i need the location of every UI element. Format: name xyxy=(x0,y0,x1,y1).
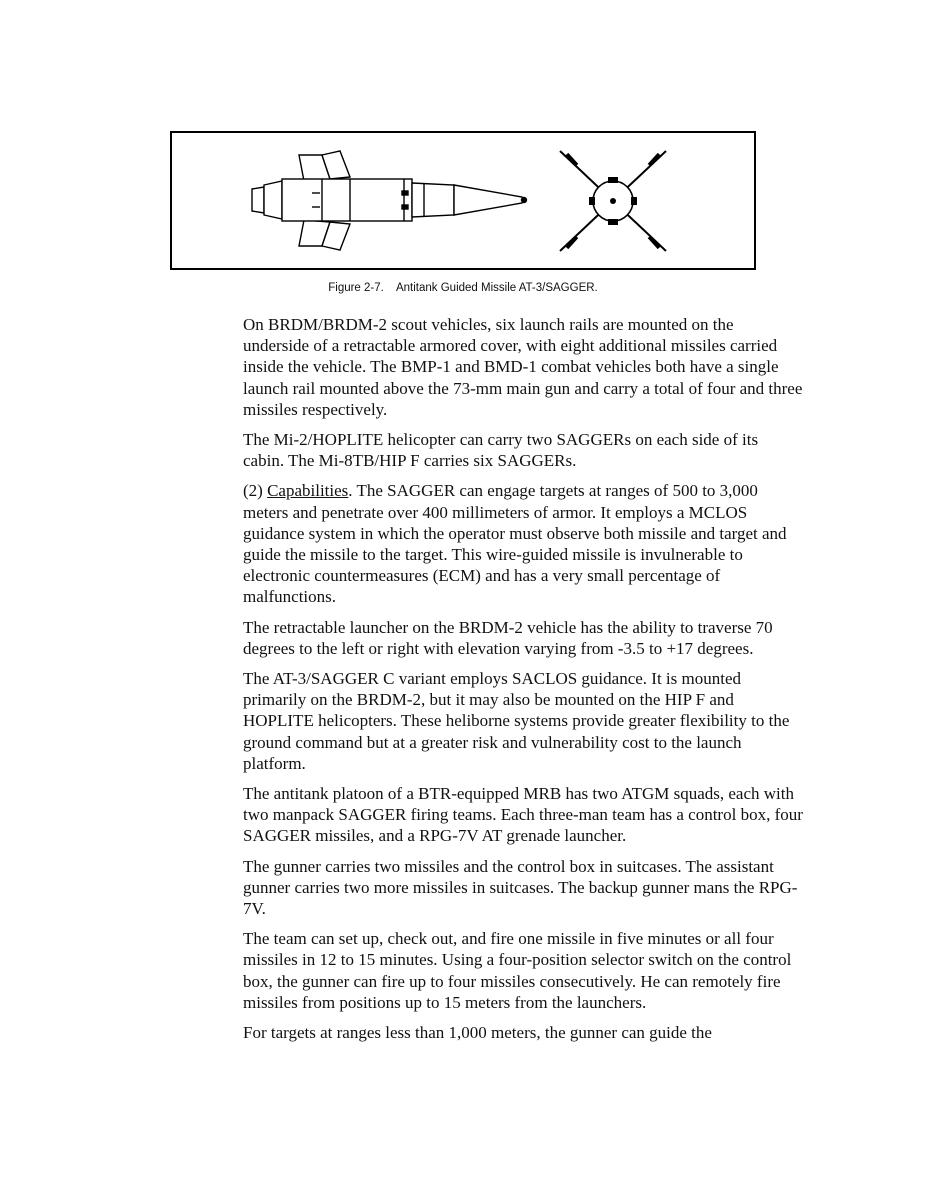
paragraph-retractable-launcher: The retractable launcher on the BRDM-2 vehicle has the ability to traverse 70 degrees to the left or right with elevation varying from -3.5 to +17 degrees. xyxy=(243,617,773,658)
paragraph-sagger-c-variant: The AT-3/SAGGER C variant employs SACLOS guidance. It is mounted primarily on the BRDM-2, but it may also be mounted on the HIP F and HOPLITE helicopters. These heliborne systems provide greater flexibility to the ground command but at a greater risk and vulnerability cost to the launch platform. xyxy=(243,669,790,773)
paragraph-gunner-carries: The gunner carries two missiles and the control box in suitcases. The assistant gunner carries two more missiles in suitcases. The backup gunner mans the RPG-7V. xyxy=(243,856,798,919)
paragraph-hoplite-helicopter: The Mi-2/HOPLITE helicopter can carry two SAGGERs on each side of its cabin. The Mi-8TB/HIP F carries six SAGGERs. xyxy=(243,430,759,471)
paragraph-antitank-platoon: The antitank platoon of a BTR-equipped MRB has two ATGM squads, each with two manpack SAGGER firing teams. Each three-man team has a control box, four SAGGER missiles, and a RPG-7V AT grenade launcher. xyxy=(243,784,803,846)
missile-front-view-icon xyxy=(560,151,666,251)
figure-illustration xyxy=(172,133,754,268)
paragraph-capabilities xyxy=(243,480,803,607)
paragraph-short-range: For targets at ranges less than 1,000 meters, the gunner can guide the xyxy=(243,1023,712,1043)
paragraph-team-setup: The team can set up, check out, and fire one missile in five minutes or all four missiles in 12 to 15 minutes. Using a four-position selector switch on the control box, the gunner can fire up to four missiles consecutively. He can remotely fire missiles from positions up to 15 meters from the launchers. xyxy=(243,929,792,1012)
capabilities-prefix: (2) xyxy=(243,481,268,501)
missile-side-view-icon xyxy=(252,151,527,250)
capabilities-heading: Capabilities xyxy=(267,481,349,501)
paragraph-brdm-launch-rails: On BRDM/BRDM-2 scout vehicles, six launch rails are mounted on the underside of a retractable armored cover, with eight additional missiles carried inside the vehicle. The BMP-1 and BMD-1 combat vehicles both have a single launch rail mounted above the 73-mm main gun and carry a total of four and three missiles respectively. xyxy=(243,315,803,419)
capabilities-text: . The SAGGER can engage targets at ranges of 500 to 3,000 meters and penetrate over 400 millimeters of armor. It employs a MCLOS guidance system in which the operator must observe both missile and target and guide the missile to the target. This wire-guided missile is invulnerable to electronic countermeasures (ECM) and has a very small percentage of malfunctions. xyxy=(243,481,787,607)
figure-caption: Figure 2-7. Antitank Guided Missile AT-3/SAGGER. xyxy=(328,282,598,294)
figure-frame xyxy=(170,131,756,270)
body-text xyxy=(243,314,803,1052)
